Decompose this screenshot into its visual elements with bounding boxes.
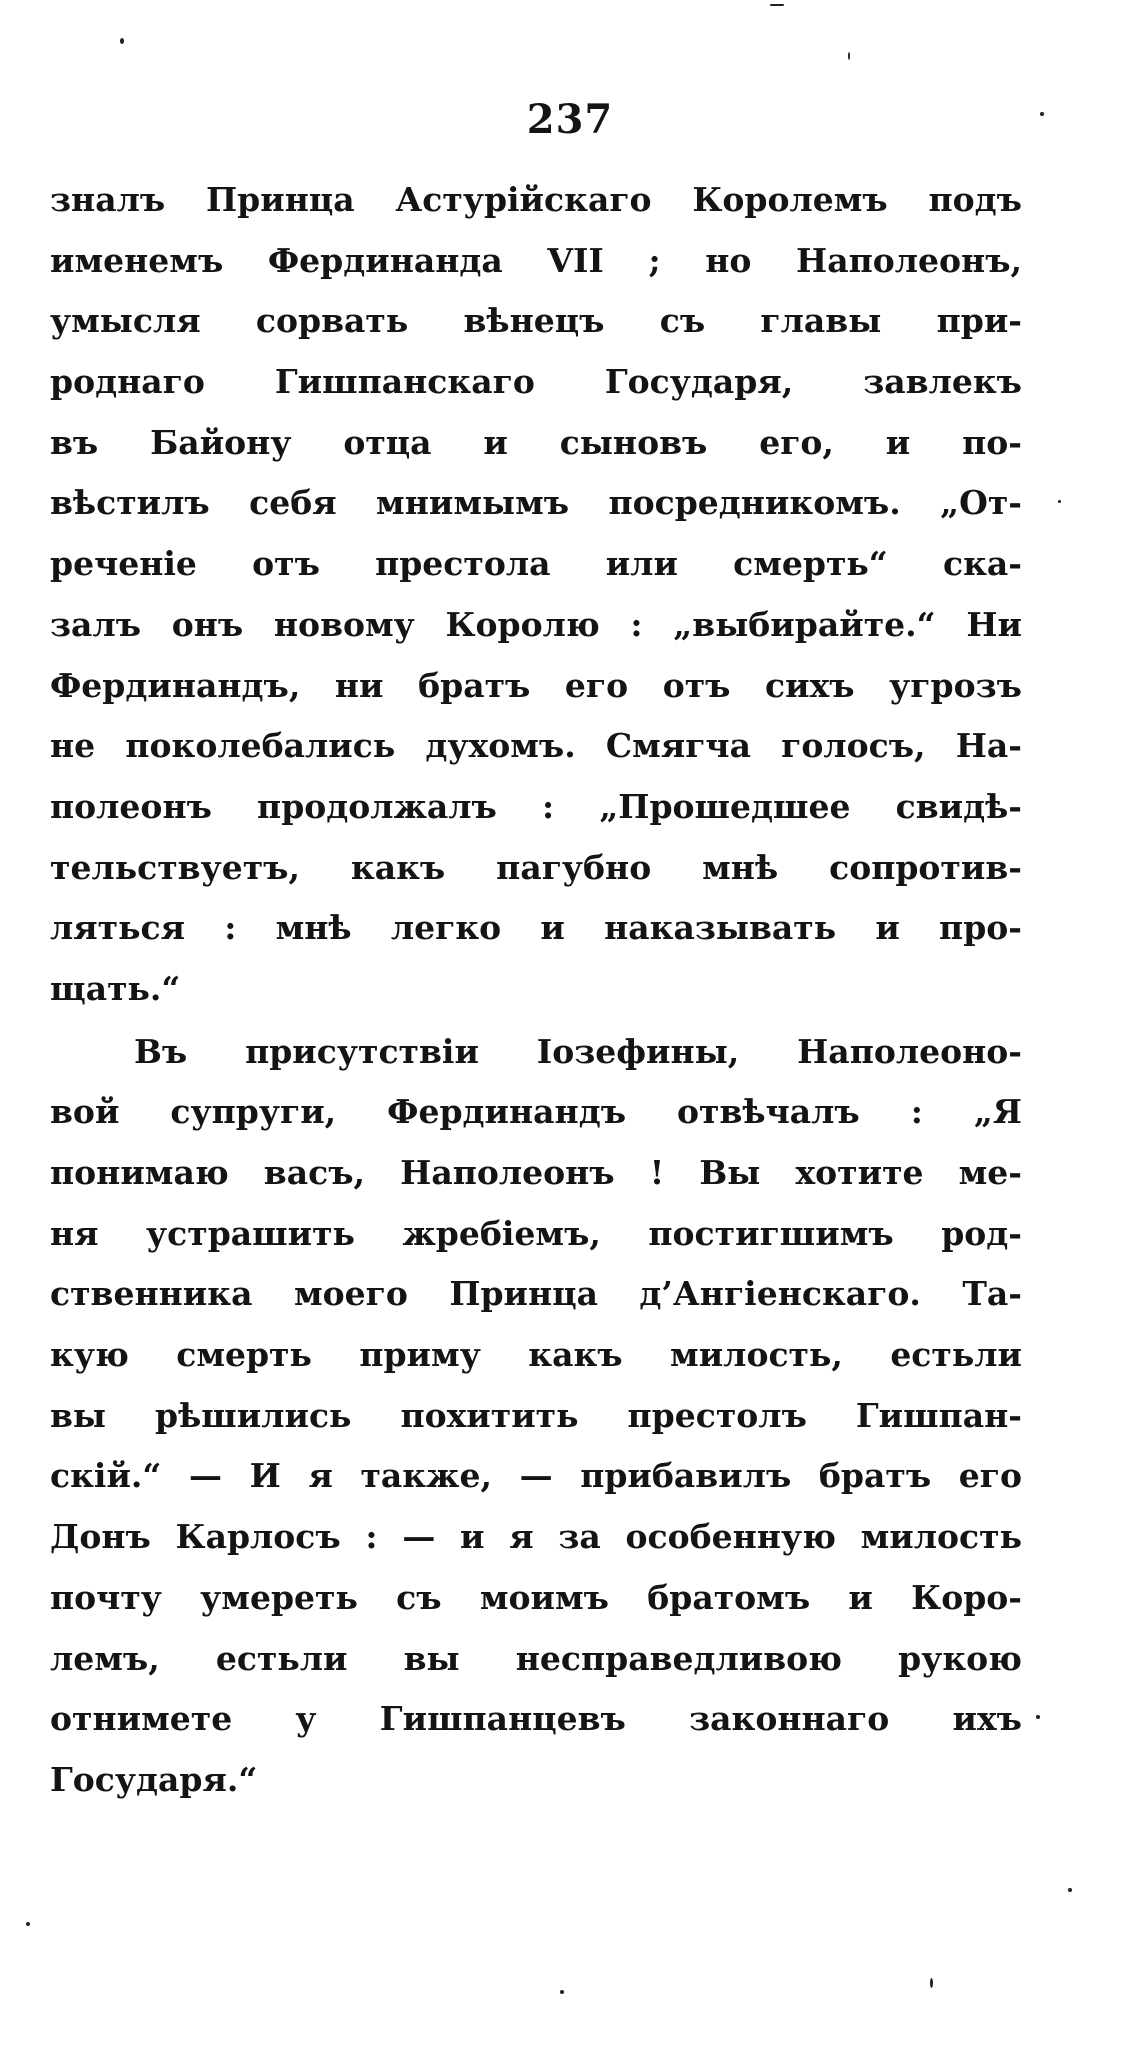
scan-speck <box>1040 112 1044 116</box>
text-line: скій.“ — И я также, — прибавилъ братъ его <box>50 1456 1022 1496</box>
scan-speck <box>1068 1888 1072 1892</box>
text-line: ляться : мнѣ легко и наказывать и про- <box>50 908 1022 948</box>
text-line: понимаю васъ, Наполеонъ ! Вы хотите ме- <box>50 1153 1022 1192</box>
scan-speck <box>1058 500 1061 503</box>
text-line: умысля сорвать вѣнецъ съ главы при- <box>50 301 1022 341</box>
scan-speck <box>930 1978 933 1988</box>
scan-speck <box>26 1922 30 1926</box>
text-line: Государя.“ <box>50 1759 258 1799</box>
text-line: зналъ Принца Астурійскаго Королемъ подъ <box>50 180 1022 219</box>
text-line: ственника моего Принца д’Ангіенскаго. Та- <box>50 1274 1022 1314</box>
text-line: именемъ Фердинанда VII ; но Наполеонъ, <box>50 240 1022 280</box>
text-line: не поколебались духомъ. Смягча голосъ, На- <box>50 726 1022 766</box>
scan-speck <box>770 4 784 6</box>
paragraph-2 <box>50 1022 1022 1811</box>
text-line: вой супруги, Фердинандъ отвѣчалъ : „Я <box>50 1092 1022 1132</box>
paragraph-1 <box>50 170 1022 1020</box>
text-line: вы рѣшились похитить престолъ Гишпан- <box>50 1395 1022 1435</box>
page-number: 237 <box>526 96 614 143</box>
scan-speck <box>1036 1715 1040 1719</box>
text-line: вѣстилъ себя мнимымъ посредникомъ. „От- <box>50 483 1022 523</box>
text-line: роднаго Гишпанскаго Государя, завлекъ <box>50 362 1022 402</box>
text-line: полеонъ продолжалъ : „Прошедшее свидѣ- <box>50 786 1022 826</box>
text-line: щать.“ <box>50 968 181 1008</box>
text-line: отнимете у Гишпанцевъ законнаго ихъ <box>50 1699 1022 1739</box>
text-line: въ Байону отца и сыновъ его, и по- <box>50 422 1022 462</box>
text-line: реченіе отъ престола или смерть“ ска- <box>50 544 1022 584</box>
text-line: лемъ, естьли вы несправедливою рукою <box>50 1638 1022 1678</box>
scan-speck <box>120 38 124 44</box>
text-line: почту умереть съ моимъ братомъ и Коро- <box>50 1577 1022 1617</box>
text-line: Фердинандъ, ни братъ его отъ сихъ угрозъ <box>50 665 1022 705</box>
text-line: тельствуетъ, какъ пагубно мнѣ сопротив- <box>50 847 1022 887</box>
text-line: ня устрашить жребіемъ, постигшимъ род- <box>50 1213 1022 1253</box>
text-line: Въ присутствіи Іозефины, Наполеоно- <box>134 1031 1022 1071</box>
text-line: залъ онъ новому Королю : „выбирайте.“ Ни <box>50 604 1022 644</box>
text-line: кую смерть приму какъ милость, естьли <box>50 1335 1022 1375</box>
scan-speck <box>560 1990 564 1994</box>
text-body <box>50 170 1022 1811</box>
text-line: Донъ Карлосъ : — и я за особенную милость <box>50 1517 1022 1557</box>
scan-speck <box>848 52 850 60</box>
